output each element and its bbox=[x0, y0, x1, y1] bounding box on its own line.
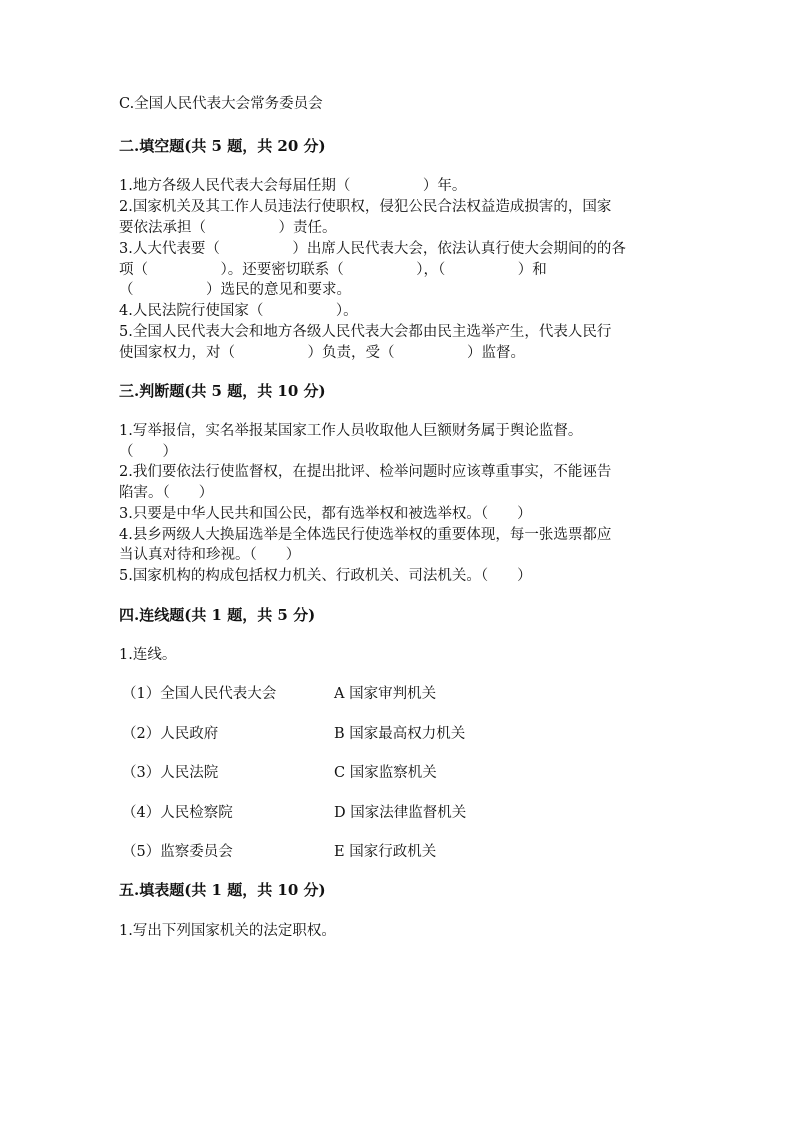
section3-line: 3.只要是中华人民共和国公民，都有选举权和被选举权。（ ） bbox=[119, 506, 532, 522]
section3-line: 1.写举报信，实名举报某国家工作人员收取他人巨额财务属于舆论监督。 bbox=[119, 423, 583, 439]
section3-line: 5.国家机构的构成包括权力机关、行政机关、司法机关。（ ） bbox=[119, 568, 532, 584]
section3-line: 2.我们要依法行使监督权，在提出批评、检举问题时应该尊重事实，不能诬告 bbox=[119, 464, 612, 480]
match-right-item: B 国家最高权力机关 bbox=[334, 726, 466, 742]
section4-title: 四.连线题(共 1 题，共 5 分) bbox=[119, 606, 316, 624]
section2-line: 4.人民法院行使国家（ ）。 bbox=[119, 303, 358, 319]
section2-line: 要依法承担（ ）责任。 bbox=[119, 220, 337, 236]
match-left-item: （3）人民法院 bbox=[122, 765, 219, 781]
section3-title: 三.判断题(共 5 题，共 10 分) bbox=[119, 382, 326, 400]
section3-line: 当认真对待和珍视。（ ） bbox=[119, 547, 301, 563]
section3-line: 4.县乡两级人大换届选举是全体选民行使选举权的重要体现，每一张选票都应 bbox=[119, 527, 612, 543]
section2-line: 5.全国人民代表大会和地方各级人民代表大会都由民主选举产生，代表人民行 bbox=[119, 324, 612, 340]
section2-line: 使国家权力，对（ ）负责，受（ ）监督。 bbox=[119, 345, 525, 361]
match-right-item: E 国家行政机关 bbox=[334, 844, 437, 860]
section2-title: 二.填空题(共 5 题，共 20 分) bbox=[119, 137, 326, 155]
section5-title: 五.填表题(共 1 题，共 10 分) bbox=[119, 881, 326, 899]
match-left-item: （5）监察委员会 bbox=[122, 844, 233, 860]
section2-line: 1.地方各级人民代表大会每届任期（ ）年。 bbox=[119, 178, 467, 194]
section5-question: 1.写出下列国家机关的法定职权。 bbox=[119, 923, 336, 939]
section2-line: 2.国家机关及其工作人员违法行使职权，侵犯公民合法权益造成损害的，国家 bbox=[119, 199, 612, 215]
section3-line: （ ） bbox=[119, 444, 177, 460]
section2-line: 3.人大代表要（ ）出席人民代表大会，依法认真行使大会期间的的各 bbox=[119, 241, 626, 257]
section4-question: 1.连线。 bbox=[119, 647, 177, 663]
match-left-item: （4）人民检察院 bbox=[122, 805, 233, 821]
section2-line: 项（ ）。还要密切联系（ ），（ ）和 bbox=[119, 262, 547, 278]
match-left-item: （2）人民政府 bbox=[122, 726, 219, 742]
match-right-item: A 国家审判机关 bbox=[334, 686, 437, 702]
section2-line: （ ）选民的意见和要求。 bbox=[119, 282, 351, 298]
match-right-item: C 国家监察机关 bbox=[334, 765, 437, 781]
section3-line: 陷害。（ ） bbox=[119, 485, 214, 501]
match-left-item: （1）全国人民代表大会 bbox=[122, 686, 277, 702]
match-right-item: D 国家法律监督机关 bbox=[334, 805, 467, 821]
previous-choice-option: C.全国人民代表大会常务委员会 bbox=[119, 96, 323, 112]
